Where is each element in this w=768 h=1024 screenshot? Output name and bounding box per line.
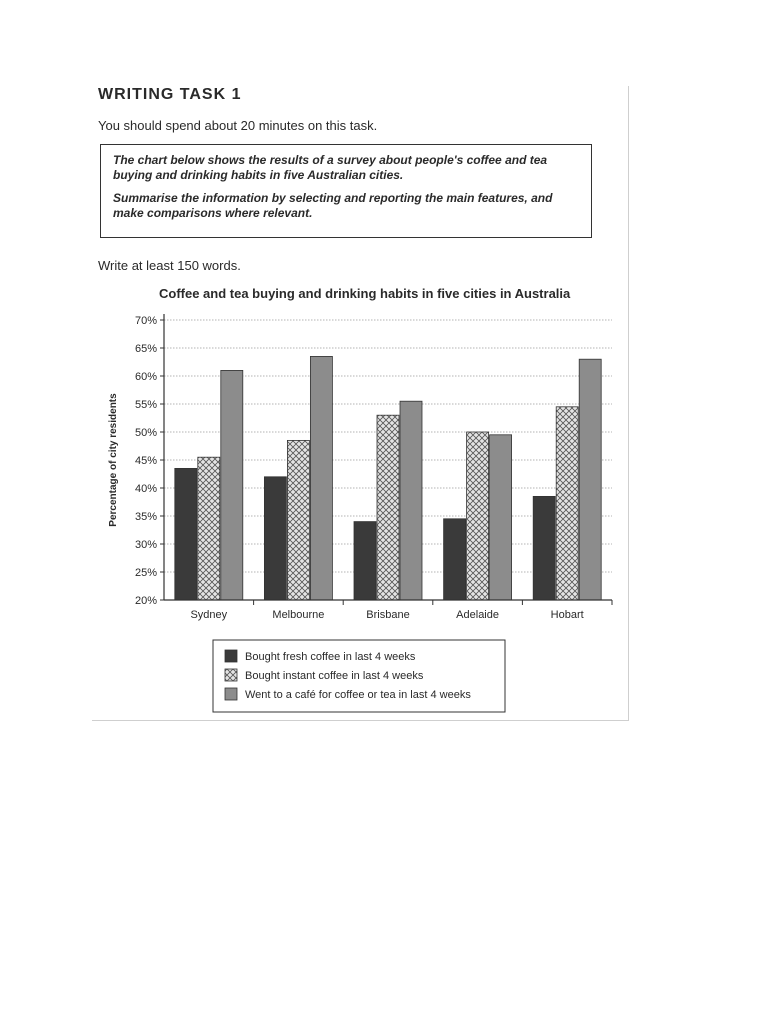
chart-title: Coffee and tea buying and drinking habits in five cities in Australia [159, 286, 571, 301]
y-tick-label: 40% [134, 483, 157, 495]
time-instruction: You should spend about 20 minutes on this task. [98, 118, 378, 133]
prompt-description: The chart below shows the results of a survey about people's coffee and tea buying and drinking habits in five Australian cities. [113, 153, 548, 182]
bar-sydney-series-3 [221, 370, 243, 600]
bar-melbourne-series-3 [310, 356, 332, 600]
prompt-box [100, 144, 592, 238]
prompt-task: Summarise the information by selecting and reporting the main features, and make comparisons where relevant. [113, 191, 553, 220]
legend-swatch [225, 669, 237, 681]
x-tick-label: Adelaide [456, 609, 500, 621]
y-tick-label: 65% [134, 343, 157, 355]
bar-melbourne-series-2 [287, 440, 309, 600]
y-tick-label: 55% [134, 399, 157, 411]
bar-hobart-series-2 [556, 407, 578, 600]
bar-brisbane-series-3 [400, 401, 422, 600]
bar-chart [92, 276, 628, 716]
bar-adelaide-series-3 [490, 435, 512, 600]
legend-label: Bought fresh coffee in last 4 weeks [245, 651, 416, 663]
x-tick-label: Hobart [550, 609, 584, 621]
y-tick-label: 45% [134, 455, 157, 467]
bar-melbourne-series-1 [264, 477, 286, 600]
y-tick-label: 25% [134, 567, 157, 579]
legend-label: Went to a café for coffee or tea in last 4 weeks [245, 689, 471, 701]
x-tick-label: Melbourne [272, 609, 325, 621]
bar-brisbane-series-2 [377, 415, 399, 600]
bar-brisbane-series-1 [354, 522, 376, 600]
y-axis-label: Percentage of city residents [108, 393, 119, 527]
bars [175, 356, 601, 600]
x-tick-label: Sydney [190, 609, 228, 621]
word-limit: Write at least 150 words. [98, 258, 241, 273]
y-tick-label: 35% [134, 511, 157, 523]
y-tick-label: 50% [134, 427, 157, 439]
legend-label: Bought instant coffee in last 4 weeks [245, 670, 424, 682]
x-tick-label: Brisbane [366, 609, 410, 621]
bar-adelaide-series-1 [444, 519, 466, 600]
bar-sydney-series-2 [198, 457, 220, 600]
bar-hobart-series-3 [579, 359, 601, 600]
y-tick-label: 60% [134, 371, 157, 383]
bar-sydney-series-1 [175, 468, 197, 600]
task-sheet [92, 86, 629, 721]
bar-adelaide-series-2 [467, 432, 489, 600]
legend-swatch [225, 650, 237, 662]
bar-hobart-series-1 [533, 496, 555, 600]
legend [213, 640, 505, 712]
task-heading: WRITING TASK 1 [98, 86, 242, 103]
y-tick-label: 20% [134, 595, 157, 607]
y-tick-label: 70% [134, 315, 157, 327]
y-tick-label: 30% [134, 539, 157, 551]
legend-swatch [225, 688, 237, 700]
